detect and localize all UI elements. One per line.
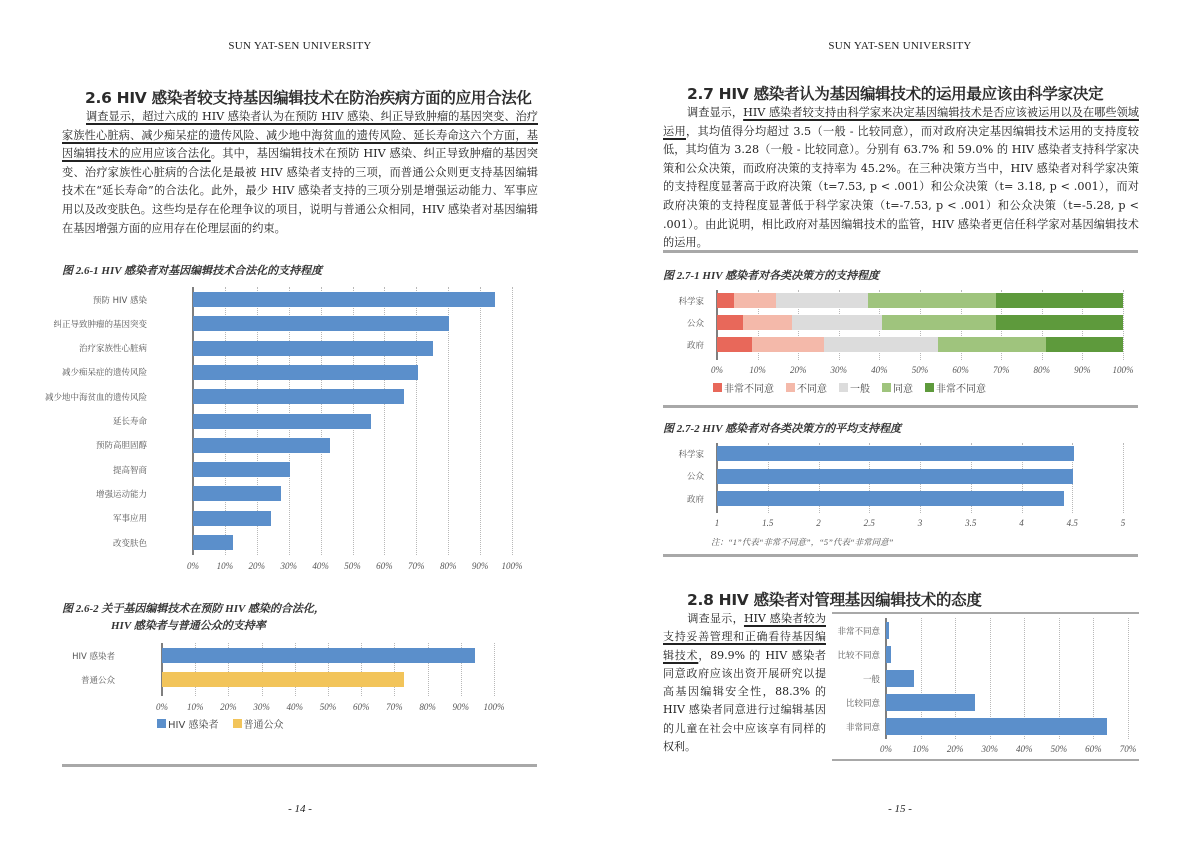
bar	[886, 718, 1107, 735]
legend-item	[713, 380, 774, 395]
x-tick-label: 20%	[946, 744, 964, 754]
bar-segment	[792, 315, 882, 330]
x-tick-label: 30%	[280, 561, 297, 571]
paragraph-2-6	[62, 108, 538, 238]
x-tick-label: 50%	[319, 702, 337, 712]
legend-swatch	[713, 383, 722, 392]
x-tick-label: 80%	[1033, 365, 1051, 375]
section-title-2-8: 2.8 HIV 感染者对管理基因编辑技术的态度	[687, 591, 982, 609]
x-tick-label: 40%	[871, 365, 888, 375]
bar-segment	[717, 337, 752, 352]
paragraph-2-7	[663, 104, 1139, 253]
legend-label: 普通公众	[243, 720, 284, 731]
key-finding-text: HIV 感染者较支持由科学家来决定基因编辑技术是否应该被运用以及在哪些领域运用	[663, 106, 1139, 138]
legend-swatch	[786, 383, 795, 392]
x-tick-label: 10%	[912, 744, 929, 754]
category-label: 一般	[862, 674, 880, 685]
x-tick-label: 60%	[952, 365, 969, 375]
gridline	[512, 287, 513, 555]
figure-caption-2-6-1: 图 2.6-1 HIV 感染者对基因编辑技术合法化的支持程度	[62, 265, 323, 277]
category-label: 科学家	[678, 449, 704, 460]
gridline	[1123, 290, 1124, 360]
legend-swatch	[157, 719, 166, 728]
legend-item	[233, 716, 284, 731]
figure-caption-2-6-2-line2: HIV 感染者与普通公众的支持率	[111, 620, 266, 632]
x-tick-label: 50%	[911, 365, 929, 375]
chart-legend	[157, 716, 284, 731]
x-tick-label: 20%	[248, 561, 266, 571]
section-divider	[663, 554, 1138, 557]
lead-text: 调查显示，	[687, 612, 744, 625]
x-tick-label: 3.5	[965, 518, 977, 528]
chart-legalization-support	[0, 285, 560, 575]
legend-item	[839, 380, 870, 395]
legend-label: 不同意	[797, 384, 827, 395]
bar-segment	[824, 337, 938, 352]
lead-text: 调查显示，	[687, 106, 744, 119]
chart-decision-maker-mean	[600, 443, 1200, 533]
body-text: ，89.9% 的 HIV 感染者同意政府应该出资开展研究以提高基因编辑安全性，88.3% 的 HIV 感染者同意进行过编辑基因的儿童在社会中应该享有同样的权利。	[663, 648, 826, 754]
bar-segment	[882, 315, 996, 330]
x-tick-label: 90%	[1074, 365, 1091, 375]
section-divider	[62, 764, 537, 767]
bar	[717, 469, 1073, 484]
bar	[193, 414, 371, 429]
x-tick-label: 70%	[386, 702, 403, 712]
key-finding-text: 调查显示，超过六成的 HIV 感染者认为在预防 HIV 感染、纠正导致肿瘤的基因突变、治疗家族性心脏病、减少痴呆症的遗传风险、减少地中海贫血的遗传风险、延长寿命这六个方面，基因编辑技术的应用应该合法化	[62, 110, 538, 161]
section-title-2-6: 2.6 HIV 感染者较支持基因编辑技术在防治疾病方面的应用合法化	[85, 89, 532, 107]
x-tick-label: 100%	[501, 561, 523, 571]
legend-label: HIV 感染者	[168, 720, 219, 731]
bar	[886, 622, 889, 639]
legend-swatch	[882, 383, 891, 392]
category-label: 政府	[686, 340, 704, 351]
category-label: 公众	[686, 318, 704, 329]
bar-segment	[752, 337, 824, 352]
legend-item	[786, 380, 827, 395]
legend-label: 非常不同意	[724, 384, 774, 395]
category-label: 非常同意	[845, 722, 880, 733]
legend-item	[157, 716, 219, 731]
bar	[717, 491, 1064, 506]
x-tick-label: 60%	[352, 702, 370, 712]
stacked-bar	[717, 293, 1123, 308]
bar	[193, 389, 404, 404]
x-tick-label: 4.5	[1066, 518, 1078, 528]
category-label: 增强运动能力	[95, 489, 147, 500]
page-number: - 14 -	[288, 803, 312, 815]
category-label: 普通公众	[80, 675, 115, 686]
category-label: 政府	[686, 494, 704, 505]
category-label: 科学家	[678, 296, 704, 307]
chart-note: 注：“1”代表“非常不同意”，“5”代表“非常同意”	[711, 537, 894, 547]
chart-decision-maker-support	[600, 290, 1200, 400]
x-tick-label: 0%	[880, 744, 892, 754]
x-tick-label: 80%	[419, 702, 436, 712]
chart-hiv-vs-public	[0, 640, 560, 740]
category-label: 提高智商	[112, 465, 147, 476]
x-tick-label: 40%	[286, 702, 304, 712]
x-tick-label: 10%	[186, 702, 204, 712]
category-label: 公众	[686, 472, 704, 482]
chart-bottom-border	[832, 759, 1139, 761]
bar	[162, 672, 404, 687]
x-tick-label: 5	[1120, 518, 1126, 528]
x-tick-label: 70%	[1119, 744, 1137, 754]
bar-segment	[868, 293, 996, 308]
x-tick-label: 90%	[471, 561, 489, 571]
x-tick-label: 4	[1019, 518, 1024, 528]
bar-segment	[996, 315, 1123, 330]
category-label: 纠正导致肿瘤的基因突变	[53, 319, 147, 330]
page-number: - 15 -	[888, 803, 912, 815]
running-header: SUN YAT-SEN UNIVERSITY	[228, 40, 372, 52]
category-label: 预防 HIV 感染	[92, 295, 147, 306]
x-tick-label: 30%	[981, 744, 998, 754]
bar-segment	[1046, 337, 1123, 352]
category-label: 治疗家族性心脏病	[78, 344, 147, 355]
category-label: 改变肤色	[112, 538, 147, 549]
category-label: 减少痴呆症的遗传风险	[61, 368, 147, 379]
chart-legend	[713, 380, 986, 395]
x-tick-label: 60%	[376, 561, 393, 571]
bar	[193, 365, 418, 380]
bar-segment	[743, 315, 792, 330]
bar-segment	[996, 293, 1123, 308]
x-tick-label: 90%	[452, 702, 470, 712]
x-tick-label: 0%	[156, 702, 168, 712]
section-divider	[663, 405, 1138, 408]
figure-caption-2-7-2: 图 2.7-2 HIV 感染者对各类决策方的平均支持程度	[663, 423, 902, 435]
x-tick-label: 20%	[220, 702, 237, 712]
x-tick-label: 70%	[992, 365, 1010, 375]
x-tick-label: 40%	[1016, 744, 1033, 754]
gridline	[494, 643, 495, 696]
x-tick-label: 40%	[312, 561, 329, 571]
figure-caption-2-6-2-line1: 图 2.6-2 关于基因编辑技术在预防 HIV 感染的合法化，	[62, 603, 325, 615]
bar	[193, 438, 330, 453]
x-tick-label: 2	[816, 518, 821, 528]
bar	[886, 694, 975, 711]
bar-segment	[734, 293, 776, 308]
x-tick-label: 100%	[1112, 365, 1134, 375]
x-tick-label: 3	[917, 518, 923, 528]
x-tick-label: 30%	[830, 365, 848, 375]
legend-label: 非常不同意	[936, 384, 986, 395]
legend-item	[925, 380, 986, 395]
stacked-bar	[717, 337, 1123, 352]
legend-swatch	[925, 383, 934, 392]
running-header: SUN YAT-SEN UNIVERSITY	[828, 40, 972, 52]
bar	[193, 511, 271, 526]
legend-swatch	[233, 719, 242, 728]
category-label: 减少地中海贫血的遗传风险	[44, 392, 147, 403]
legend-item	[882, 380, 913, 395]
gridline	[1128, 618, 1129, 739]
section-title-2-7: 2.7 HIV 感染者认为基因编辑技术的运用最应该由科学家决定	[687, 85, 1104, 103]
bar	[162, 648, 475, 663]
x-tick-label: 100%	[483, 702, 505, 712]
stacked-bar	[717, 315, 1123, 330]
page-15	[600, 0, 1200, 849]
x-tick-label: 1	[714, 518, 720, 528]
key-finding-text: HIV 感染者较为支持妥善管理和正确看待基因编辑技术	[663, 612, 826, 662]
category-label: 比较不同意	[837, 650, 880, 661]
section-divider	[663, 250, 1138, 253]
bar	[717, 446, 1074, 461]
x-tick-label: 30%	[253, 702, 270, 712]
bar	[193, 486, 281, 501]
legend-label: 同意	[893, 384, 913, 395]
bar-segment	[717, 315, 743, 330]
x-tick-label: 2.5	[863, 518, 875, 528]
category-label: HIV 感染者	[72, 651, 115, 662]
bar	[193, 292, 495, 307]
x-tick-label: 10%	[749, 365, 766, 375]
figure-caption-2-7-1: 图 2.7-1 HIV 感染者对各类决策方的支持程度	[663, 270, 880, 282]
category-label: 比较同意	[845, 698, 880, 709]
category-label: 预防高胆固醇	[95, 441, 147, 452]
body-text: ，其均值得分均超过 3.5（一般 - 比较同意），而对政府决定基因编辑技术运用的支持度较低，其均值为 3.28（一般 - 比较同意）。分别有 63.7% 和 59.0% 的 HIV 感染者支持科学家决策和公众决策，而政府决策的支持率为 45.2%。在三种决策方当中，HIV 感染者对科学家决策的支持程度显著高于政府决策（t=7.53, p < .001）和公众决策（t= 3.18, p < .001），而对政府决策的支持程度显著低于科学家决策（t=-7.53, p < .001）和公众决策（t=-5.28, p < .001）。由此说明，相比政府对基因编辑技术的监管，HIV 感染者更信任科学家对基因编辑技术的运用。	[663, 124, 1139, 250]
gridline	[1123, 443, 1124, 513]
x-tick-label: 0%	[711, 365, 723, 375]
bar	[886, 670, 914, 687]
bar-segment	[938, 337, 1046, 352]
x-tick-label: 10%	[216, 561, 234, 571]
bar	[193, 535, 233, 550]
bar	[886, 646, 891, 663]
x-tick-label: 0%	[187, 561, 199, 571]
bar	[193, 462, 290, 477]
chart-management-attitude	[600, 615, 1200, 760]
bar	[193, 316, 449, 331]
x-tick-label: 50%	[1050, 744, 1068, 754]
bar-segment	[776, 293, 868, 308]
gridline	[480, 287, 481, 555]
bar	[193, 341, 433, 356]
category-label: 非常不同意	[837, 626, 880, 637]
body-text: 。其中，基因编辑技术在预防 HIV 感染、纠正导致肿瘤的基因突变、治疗家族性心脏病的合法化是最被 HIV 感染者支持的三项，而普通公众则更支持基因编辑技术在“延长寿命”的合法化。此外，最少 HIV 感染者支持的三项分别是增强运动能力、军事应用以及改变肤色。这些均是存在伦理争议的项目，说明与普通公众相同，HIV 感染者对基因编辑在基因增强方面的应用存在伦理层面的约束。	[62, 147, 538, 235]
x-tick-label: 70%	[408, 561, 425, 571]
legend-label: 一般	[850, 384, 870, 395]
x-tick-label: 60%	[1085, 744, 1102, 754]
legend-swatch	[839, 383, 848, 392]
x-tick-label: 20%	[789, 365, 807, 375]
chart-top-border	[832, 612, 1139, 614]
bar-segment	[717, 293, 734, 308]
x-tick-label: 50%	[344, 561, 361, 571]
x-tick-label: 80%	[439, 561, 457, 571]
x-tick-label: 1.5	[762, 518, 774, 528]
category-label: 军事应用	[112, 514, 147, 525]
category-label: 延长寿命	[112, 417, 147, 427]
